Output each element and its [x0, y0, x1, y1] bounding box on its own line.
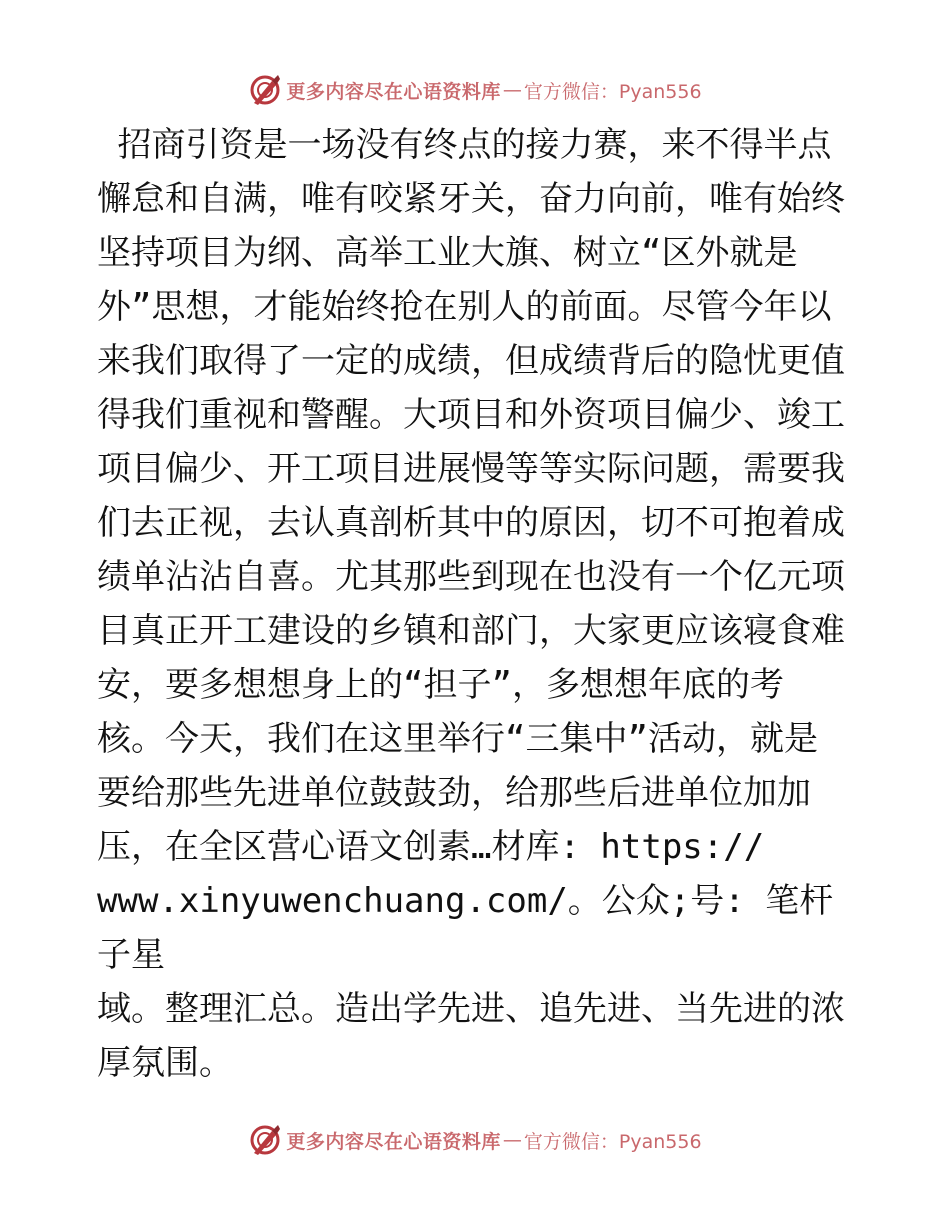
header-separator: —	[502, 79, 522, 101]
pen-logo-icon	[248, 73, 282, 107]
header-watermark	[0, 70, 950, 110]
header-wechat-text: 官方微信：Pyan556	[523, 80, 702, 103]
footer-wechat-text: 官方微信：Pyan556	[523, 1130, 702, 1153]
footer-watermark	[0, 1120, 950, 1160]
footer-ad-text: 更多内容尽在心语资料库	[286, 1130, 501, 1153]
pen-logo-icon	[248, 1123, 282, 1157]
document-paragraph: 招商引资是一场没有终点的接力赛，来不得半点 懈怠和自满，唯有咬紧牙关，奋力向前，唯有始终 坚持项目为纲、高举工业大旗、树立“区外就是 外”思想，才能始终抢在别人的前面。尽管今年以 来我们取得了一定的成绩，但成绩背后的隐忧更值 得我们重视和警醒。大项目和外资项目偏少、竣工 项目偏少、开工项目进展慢等等实际问题，需要我 们去正视，去认真剖析其中的原因，切不可抱着成 绩单沾沾自喜。尤其那些到现在也没有一个亿元项 目真正开工建设的乡镇和部门，大家更应该寝食难 安，要多想想身上的“担子”，多想想年底的考 核。今天，我们在这里举行“三集中”活动，就是 要给那些先进单位鼓鼓劲，给那些后进单位加加 压，在全区营心语文创素…材库: https:// www.xinyuwenchuang.com/。公众;号: 笔杆子星 域。整理汇总。造出学先进、追先进、当先进的浓 厚氛围。	[97, 125, 845, 1083]
footer-separator: —	[502, 1129, 522, 1151]
header-ad-text: 更多内容尽在心语资料库	[286, 80, 501, 103]
